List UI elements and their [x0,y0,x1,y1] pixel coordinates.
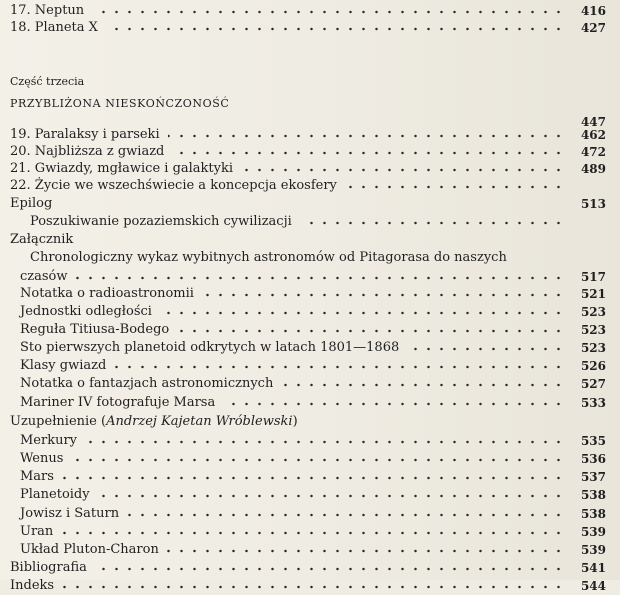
toc-entry [0,339,620,357]
dot-leader [241,160,565,178]
toc-entry [0,413,620,431]
toc-page-number: 541 [580,561,606,575]
toc-page-number: 513 [580,197,606,211]
toc-page-number: 539 [580,525,606,539]
toc-page-number: 544 [580,579,606,593]
dot-leader [61,523,565,541]
toc-entry-title: Reguła Titiusa-Bodego [20,322,170,337]
dot-leader [300,213,565,231]
toc-page-number: 427 [580,21,606,35]
dot-leader [114,357,565,375]
toc-entry-title: Planetoidy [20,487,90,502]
toc-entry [0,19,620,37]
toc-entry [0,303,620,321]
toc-page-number: 416 [580,4,606,18]
toc-entry [0,249,620,267]
toc-entry-title: 19. Paralaksy i parseki [10,127,160,142]
toc-page-number: 521 [580,287,606,301]
toc-entry [0,468,620,486]
toc-entry-title: 20. Najbliższa z gwiazd [10,144,165,159]
toc-entry [0,375,620,393]
toc-page-number: 537 [580,470,606,484]
toc-page-number: 489 [580,162,606,176]
toc-entry-title: Sto pierwszych planetoid odkrytych w latach 1801—1868 [20,340,400,355]
toc-entry-title: Jednostki odległości [20,304,152,319]
dot-leader [202,285,565,303]
toc-entry [0,523,620,541]
toc-entry-title: Merkury [20,433,78,448]
toc-entry [0,285,620,303]
toc-entry-title: Notatka o fantazjach astronomicznych [20,376,274,391]
toc-entry [0,177,620,195]
toc-entry [0,231,620,249]
toc-entry-title: czasów [20,269,68,284]
toc-entry-title: 22. Życie we wszechświecie a koncepcja ekosfery [10,178,337,193]
toc-page-number: 533 [580,396,606,410]
toc-entry [0,541,620,559]
toc-page-number: 472 [580,145,606,159]
toc-entry-title: Uran [20,524,54,539]
toc-entry [0,559,620,577]
toc-entry-title: Mariner IV fotografuje Marsa [20,395,216,410]
toc-entry [0,2,620,20]
dot-leader [407,339,565,357]
toc-entry-title: Epilog [10,196,53,211]
toc-entry-title: Poszukiwanie pozaziemskich cywilizacji [30,214,292,229]
toc-entry-title: Jowisz i Saturn [20,506,120,521]
dot-leader [345,177,565,195]
toc-page-number: 538 [580,507,606,521]
toc-entry-title: Chronologiczny wykaz wybitnych astronomów od Pitagorasa do naszych [30,250,507,265]
dot-leader [168,126,565,144]
toc-entry-title: Indeks [10,578,55,593]
toc-page-number: 447 [580,115,606,129]
toc-entry-title: Załącznik [10,232,74,247]
toc-entry-title: 17. Neptun [10,3,85,18]
dot-leader [127,505,565,523]
toc-entry-title: Uzupełnienie (Andrzej Kajetan Wróblewski) [10,414,298,429]
toc-page-number: 539 [580,543,606,557]
toc-entry [0,505,620,523]
toc-entry [0,486,620,504]
dot-leader [62,468,565,486]
toc-page-number: 462 [580,128,606,142]
part-title: PRZYBLIŻONA NIESKOŃCZONOŚĆ [10,97,230,110]
dot-leader [160,303,565,321]
toc-entry [0,160,620,178]
toc-entry [0,143,620,161]
toc-entry-title: Wenus [20,451,64,466]
toc-entry-title: 21. Gwiazdy, mgławice i galaktyki [10,161,234,176]
toc-page-number: 517 [580,270,606,284]
toc-entry [0,213,620,231]
toc-entry-title: Notatka o radioastronomii [20,286,194,301]
dot-leader [167,541,565,559]
dot-leader [92,2,565,20]
toc-page-number: 523 [580,305,606,319]
toc-entry [0,268,620,286]
toc-entry-title: Klasy gwiazd [20,358,107,373]
toc-entry [0,450,620,468]
toc-entry-title: Układ Pluton-Charon [20,542,159,557]
dot-leader [177,321,565,339]
dot-leader [281,375,565,393]
toc-entry-title: Bibliografia [10,560,87,575]
dot-leader [172,143,565,161]
dot-leader [98,486,565,504]
toc-entry [0,195,620,213]
part-prefix: Część trzecia [10,75,85,88]
toc-page-number: 538 [580,488,606,502]
toc-entry [0,321,620,339]
toc-entry [0,432,620,450]
toc-entry [0,126,620,144]
dot-leader [76,268,565,286]
toc-page-number: 536 [580,452,606,466]
dot-leader [106,19,565,37]
toc-page-number: 535 [580,434,606,448]
toc-page-number: 527 [580,377,606,391]
toc-entry-title: 18. Planeta X [10,20,98,35]
dot-leader [95,559,565,577]
toc-entry-title: Mars [20,469,54,484]
toc-page-number: 523 [580,341,606,355]
dot-leader [71,450,565,468]
toc-page-number: 523 [580,323,606,337]
dot-leader [223,394,565,412]
dot-leader [85,432,565,450]
toc-entry [0,394,620,412]
toc-page-number: 526 [580,359,606,373]
toc-entry [0,357,620,375]
